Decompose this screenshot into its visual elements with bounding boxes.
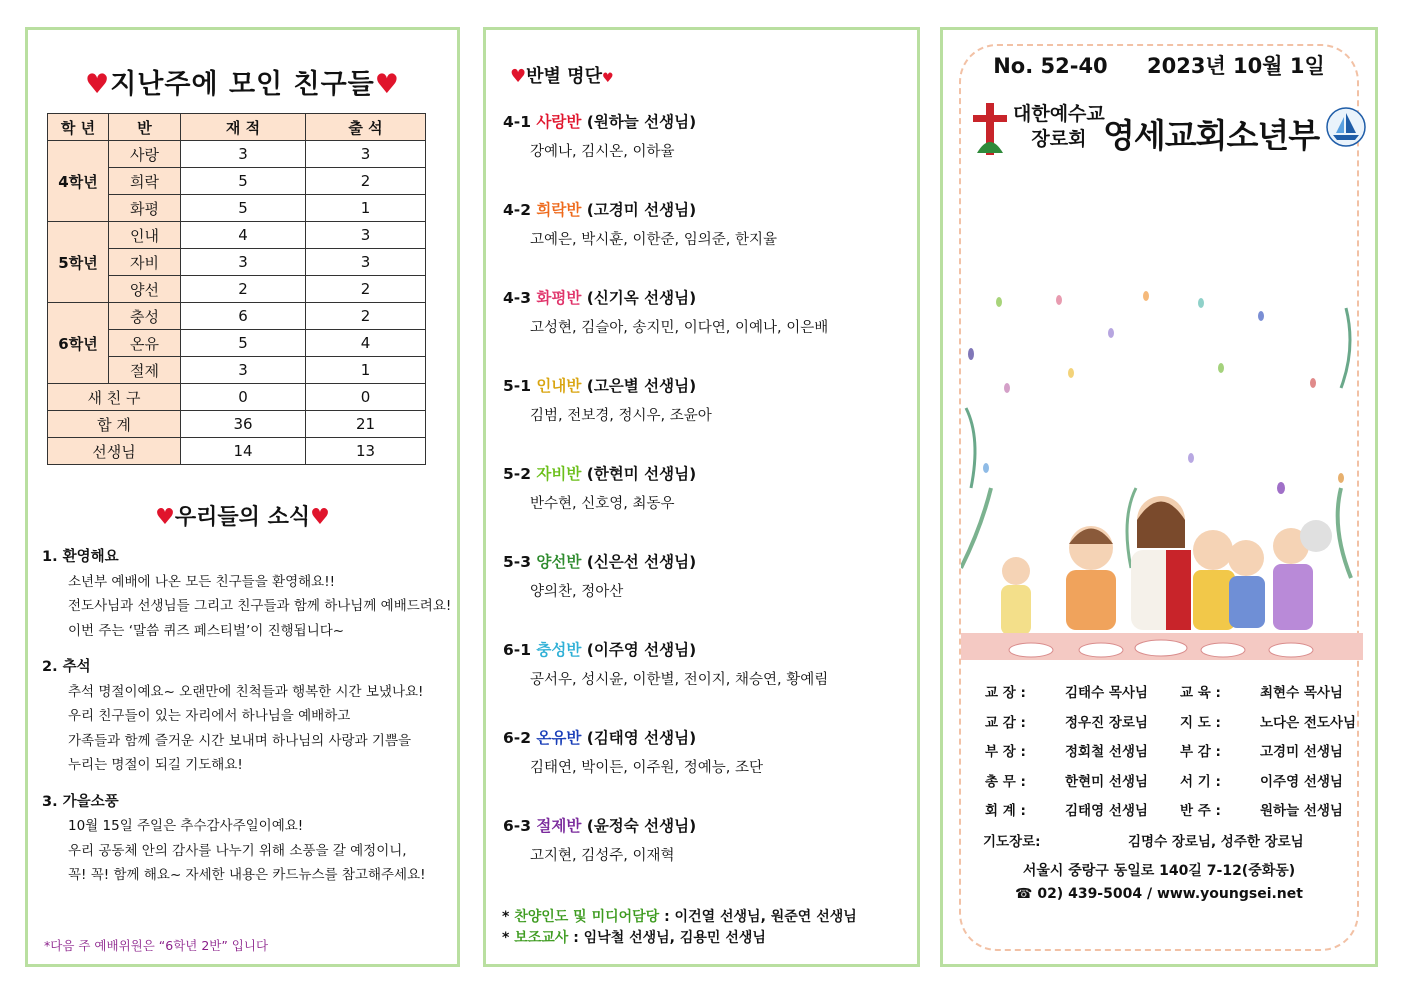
church-address: 서울시 중랑구 동일로 140길 7-12(중화동): [1022, 863, 1296, 879]
class-title: [503, 286, 913, 308]
class-number: 5-2: [503, 465, 532, 483]
roster-role: 교 육 :: [1180, 685, 1221, 701]
enrolled-cell: 36: [181, 411, 306, 438]
class-teacher: (신기옥 선생님): [586, 289, 697, 307]
staff-notes: [502, 907, 857, 949]
heart-icon: ♥: [510, 66, 527, 87]
class-students: 김태연, 박이든, 이주원, 정예능, 조단: [530, 760, 763, 776]
class-cell: 인내: [109, 222, 181, 249]
header-class: 반: [109, 114, 181, 141]
class-name: 충성반: [536, 641, 582, 659]
class-number: 5-3: [503, 553, 532, 571]
news-item-title: 1. 환영해요: [42, 549, 119, 565]
class-title: [503, 638, 913, 660]
staff-roster: [985, 681, 1360, 829]
class-number: 4-3: [503, 289, 532, 307]
news-line: 가족들과 함께 즐거운 시간 보내며 하나님의 사랑과 기쁨을: [68, 732, 412, 749]
roster-row: [985, 740, 1360, 770]
news-item-title: 3. 가을소풍: [42, 793, 119, 810]
staff-role: 찬양인도 및 미디어담당: [514, 909, 660, 925]
summary-row: [48, 438, 426, 465]
class-title: [503, 374, 913, 396]
header-attended: 출 석: [306, 114, 426, 141]
prayer-elder-label: 기도장로:: [983, 834, 1041, 850]
attendance-panel: [25, 27, 460, 967]
class-number: 6-3: [503, 817, 532, 835]
news-line: 소년부 예배에 나온 모든 친구들을 환영해요!!: [68, 573, 336, 590]
class-name: 사랑반: [536, 113, 582, 131]
roster-person: 원하늘 선생님: [1260, 803, 1343, 819]
class-name: 양선반: [536, 553, 582, 571]
grade-cell: 6학년: [48, 303, 109, 384]
class-roster-panel: [483, 27, 920, 967]
roster-row: [985, 770, 1360, 800]
news-title: 우리들의 소식: [174, 505, 311, 530]
grade-cell: 5학년: [48, 222, 109, 303]
class-block: [503, 638, 913, 689]
issue-number: No. 52-40: [993, 54, 1108, 78]
class-teacher: (윤정숙 선생님): [586, 817, 697, 835]
attendance-table: [47, 113, 426, 465]
class-cell: 사랑: [109, 141, 181, 168]
prayer-elder-names: 김명수 장로님, 성주한 장로님: [1128, 834, 1304, 850]
attended-cell: 2: [306, 168, 426, 195]
summary-row: [48, 411, 426, 438]
church-name: 영세교회소년부: [1103, 116, 1320, 155]
attended-cell: 13: [306, 438, 426, 465]
class-title: [503, 462, 913, 484]
roster-role: 회 계 :: [985, 803, 1026, 819]
attended-cell: 1: [306, 195, 426, 222]
table-row: [48, 303, 426, 330]
header-enrolled: 재 적: [181, 114, 306, 141]
news-line: 전도사님과 선생님들 그리고 친구들과 함께 하나님께 예배드려요!: [68, 598, 452, 614]
class-list-title: 반별 명단: [526, 66, 602, 87]
class-name: 희락반: [536, 201, 582, 219]
attended-cell: 3: [306, 141, 426, 168]
enrolled-cell: 14: [181, 438, 306, 465]
class-teacher: (이주영 선생님): [586, 641, 697, 659]
class-block: [503, 198, 913, 249]
enrolled-cell: 6: [181, 303, 306, 330]
news-line: 이번 주는 ‘말씀 퀴즈 페스티벌’이 진행됩니다~: [68, 622, 345, 639]
church-cross-icon: [973, 103, 1007, 155]
class-cell: 온유: [109, 330, 181, 357]
class-title: [503, 814, 913, 836]
attended-cell: 1: [306, 357, 426, 384]
roster-person: 최현수 목사님: [1260, 685, 1343, 701]
roster-role: 지 도 :: [1180, 714, 1221, 731]
table-row: [48, 141, 426, 168]
class-number: 6-1: [503, 641, 532, 659]
roster-person: 이주영 선생님: [1260, 773, 1343, 790]
news-item-title: 2. 추석: [42, 659, 91, 675]
class-name: 인내반: [536, 377, 582, 395]
class-block: [503, 374, 913, 425]
class-name: 온유반: [536, 729, 582, 747]
class-teacher: (김태영 선생님): [586, 729, 697, 747]
roster-person: 한현미 선생님: [1065, 773, 1148, 790]
heart-icon: ♥: [155, 505, 175, 530]
header-grade: 학 년: [48, 114, 109, 141]
class-teacher: (한현미 선생님): [586, 465, 697, 483]
enrolled-cell: 5: [181, 330, 306, 357]
roster-person: 고경미 선생님: [1260, 744, 1343, 760]
summary-label: 새 친 구: [48, 384, 181, 411]
class-teacher: (신은선 선생님): [586, 553, 697, 571]
class-name: 자비반: [536, 465, 582, 483]
roster-role: 교 감 :: [985, 714, 1026, 731]
roster-person: 김태수 목사님: [1065, 685, 1148, 701]
enrolled-cell: 0: [181, 384, 306, 411]
news-line: 10월 15일 주일은 추수감사주일이예요!: [68, 818, 304, 834]
heart-icon: ♥: [601, 71, 614, 86]
issue-header: [943, 50, 1375, 80]
heart-icon: ♥: [85, 69, 111, 100]
church-phone-web: ☎ 02) 439-5004 / www.youngsei.net: [1015, 886, 1303, 902]
news-title-wrap: [28, 500, 457, 531]
staff-line: * 보조교사 : 임낙철 선생님, 김용민 선생님: [502, 930, 766, 946]
class-cell: 자비: [109, 249, 181, 276]
class-students: 고예은, 박시훈, 이한준, 임의준, 한지율: [530, 232, 777, 248]
attended-cell: 2: [306, 303, 426, 330]
class-title: [503, 726, 913, 748]
class-number: 4-2: [503, 201, 532, 219]
attended-cell: 3: [306, 222, 426, 249]
summary-label: 선생님: [48, 438, 181, 465]
class-title: [503, 110, 913, 132]
roster-role: 부 감 :: [1180, 744, 1221, 760]
enrolled-cell: 4: [181, 222, 306, 249]
news-line: 추석 명절이예요~ 오랜만에 친척들과 행복한 시간 보냈나요!: [68, 683, 424, 700]
class-block: [503, 110, 913, 161]
ship-logo-icon: [1326, 107, 1366, 147]
class-students: 강예나, 김시온, 이하율: [530, 144, 675, 160]
summary-row: [48, 384, 426, 411]
roster-row: [985, 711, 1360, 741]
denomination-line-2: 장로회: [1031, 128, 1087, 150]
class-number: 5-1: [503, 377, 532, 395]
class-block: [503, 726, 913, 777]
class-number: 6-2: [503, 729, 532, 747]
roster-person: 김태영 선생님: [1065, 803, 1148, 819]
denomination-line-1: 대한예수교: [1013, 103, 1105, 125]
class-list-title-wrap: [510, 62, 614, 88]
roster-person: 노다은 전도사님: [1260, 714, 1356, 731]
enrolled-cell: 3: [181, 357, 306, 384]
heart-icon: ♥: [310, 505, 330, 530]
class-students: 반수현, 신호영, 최동우: [530, 496, 675, 512]
news-line: 우리 친구들이 있는 자리에서 하나님을 예배하고: [68, 708, 351, 724]
class-teacher: (고경미 선생님): [586, 201, 697, 219]
class-students: 김범, 전보경, 정시우, 조윤아: [530, 408, 712, 424]
roster-role: 서 기 :: [1180, 773, 1221, 790]
class-teacher: (원하늘 선생님): [586, 113, 697, 131]
roster-role: 반 주 :: [1180, 803, 1221, 819]
class-cell: 희락: [109, 168, 181, 195]
class-students: 고지현, 김성주, 이재혁: [530, 848, 675, 864]
class-name: 절제반: [536, 817, 582, 835]
class-block: [503, 550, 913, 601]
summary-label: 합 계: [48, 411, 181, 438]
class-students: 공서우, 성시윤, 이한별, 전이지, 채승연, 황예림: [530, 672, 829, 688]
news-list: [42, 545, 452, 888]
roster-row: [985, 681, 1360, 711]
table-header-row: [48, 114, 426, 141]
class-students: 양의찬, 정아산: [530, 584, 624, 600]
class-cell: 화평: [109, 195, 181, 222]
roster-person: 정우진 장로님: [1065, 714, 1148, 731]
attended-cell: 2: [306, 276, 426, 303]
class-block: [503, 462, 913, 513]
roster-role: 총 무 :: [985, 773, 1026, 790]
class-number: 4-1: [503, 113, 532, 131]
enrolled-cell: 5: [181, 168, 306, 195]
roster-person: 정회철 선생님: [1065, 744, 1148, 760]
roster-role: 교 장 :: [985, 685, 1026, 701]
issue-date: 2023년 10월 1일: [1147, 54, 1325, 78]
class-title: [503, 550, 913, 572]
attended-cell: 3: [306, 249, 426, 276]
enrolled-cell: 3: [181, 249, 306, 276]
table-row: [48, 222, 426, 249]
enrolled-cell: 3: [181, 141, 306, 168]
staff-names: : 이건열 선생님, 원준연 선생님: [664, 909, 857, 925]
illustration-jesus-with-children: [961, 288, 1363, 660]
staff-line: * 찬양인도 및 미디어담당 : 이건열 선생님, 원준연 선생님: [502, 909, 857, 925]
staff-names: : 임낙철 선생님, 김용민 선생님: [573, 930, 766, 946]
class-block: [503, 814, 913, 865]
news-line: 누리는 명절이 되길 기도해요!: [68, 757, 243, 773]
enrolled-cell: 2: [181, 276, 306, 303]
class-block: [503, 286, 913, 337]
attended-cell: 21: [306, 411, 426, 438]
class-title: [503, 198, 913, 220]
news-line: 우리 공동체 안의 감사를 나누기 위해 소풍을 갈 예정이니,: [68, 842, 407, 859]
class-cell: 충성: [109, 303, 181, 330]
next-week-note: *다음 주 예배위원은 “6학년 2반” 입니다: [44, 938, 269, 953]
attended-cell: 4: [306, 330, 426, 357]
roster-row: [985, 799, 1360, 829]
church-contact: [943, 860, 1375, 906]
class-students: 고성현, 김슬아, 송지민, 이다연, 이예나, 이은배: [530, 320, 829, 336]
attendance-title: 지난주에 모인 친구들: [110, 69, 375, 100]
enrolled-cell: 5: [181, 195, 306, 222]
news-line: 꼭! 꼭! 함께 해요~ 자세한 내용은 카드뉴스를 참고해주세요!: [68, 867, 426, 883]
roster-role: 부 장 :: [985, 744, 1026, 760]
class-name: 화평반: [536, 289, 582, 307]
attended-cell: 0: [306, 384, 426, 411]
staff-role: 보조교사: [514, 930, 569, 946]
class-cell: 양선: [109, 276, 181, 303]
grade-cell: 4학년: [48, 141, 109, 222]
cover-panel: [940, 27, 1378, 967]
attendance-title-wrap: [28, 62, 457, 101]
class-teacher: (고은별 선생님): [586, 377, 697, 395]
class-cell: 절제: [109, 357, 181, 384]
denomination: [1013, 102, 1105, 152]
heart-icon: ♥: [374, 69, 400, 100]
